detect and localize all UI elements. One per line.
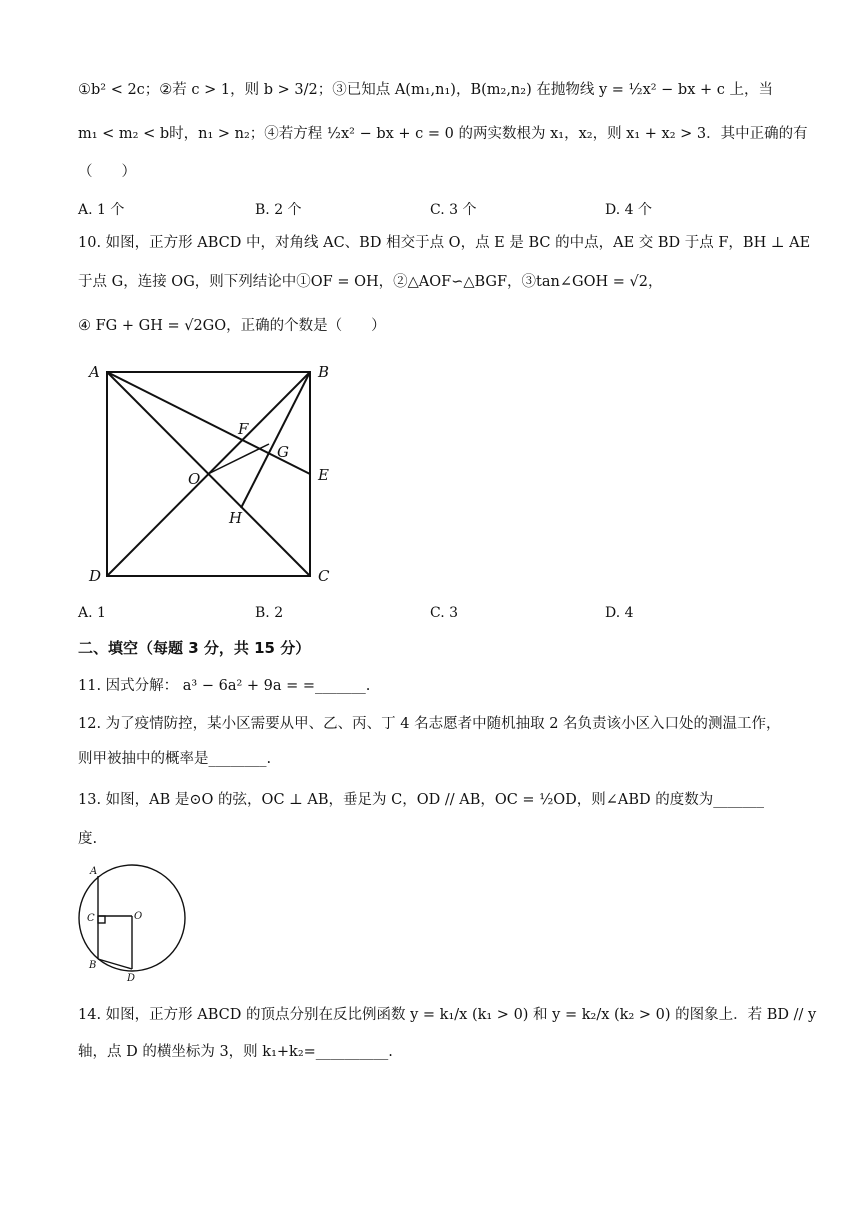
q12-line2: 则甲被抽中的概率是________. (78, 751, 272, 767)
q10-option-a: A. 1 (78, 605, 106, 621)
q9-option-a: A. 1 个 (78, 202, 125, 218)
q10-option-c: C. 3 (430, 605, 459, 621)
label-o: O (188, 470, 201, 488)
label-o: O (134, 911, 143, 922)
q13-line2: 度. (78, 831, 98, 847)
segment-bh (241, 372, 310, 508)
q9-option-b: B. 2 个 (255, 202, 302, 218)
q14-line2: 轴，点 D 的横坐标为 3，则 k₁+k₂=__________. (78, 1044, 393, 1060)
q10-option-b: B. 2 (255, 605, 284, 621)
q9-items: ①b² < 2c；②若 c > 1，则 b > 3/2；③已知点 A(m₁,n₁)，B(m₂,n₂) 在抛物线 y = ½x² − bx + c 上，当 (78, 82, 773, 98)
q9-condition: m₁ < m₂ < b时，n₁ > n₂；④若方程 ½x² − bx + c = 0 的两实数根为 x₁，x₂，则 x₁ + x₂ > 3．其中正确的有 (78, 126, 808, 142)
label-a: A (89, 363, 100, 381)
label-b: B (89, 960, 97, 971)
q9-answer-paren: （ ） (78, 164, 136, 180)
label-g: G (277, 443, 289, 461)
label-h: H (229, 509, 243, 527)
q12-line1: 12. 为了疫情防控，某小区需要从甲、乙、丙、丁 4 名志愿者中随机抽取 2 名负责该小区入口处的测温工作， (78, 716, 781, 732)
q9-option-c: C. 3 个 (430, 202, 477, 218)
label-b: B (318, 363, 330, 381)
label-f: F (238, 420, 249, 438)
q9-option-d: D. 4 个 (605, 202, 652, 218)
q10-square-figure (80, 356, 350, 591)
label-d: D (127, 973, 136, 983)
label-c: C (318, 567, 330, 585)
q13-line1: 13. 如图，AB 是⊙O 的弦，OC ⊥ AB，垂足为 C，OD // AB，OC = ½OD，则∠ABD 的度数为_______ (78, 792, 765, 808)
q10-line1: 10. 如图，正方形 ABCD 中，对角线 AC、BD 相交于点 O，点 E 是 BC 的中点，AE 交 BD 于点 F，BH ⊥ AE (78, 235, 811, 251)
q11-text: 11. 因式分解： a³ − 6a² + 9a = =_______. (78, 678, 371, 694)
label-d: D (89, 567, 102, 585)
q14-line1: 14. 如图，正方形 ABCD 的顶点分别在反比例函数 y = k₁/x (k₁ > 0) 和 y = k₂/x (k₂ > 0) 的图象上．若 BD // y (78, 1007, 817, 1023)
q13-circle-figure (76, 858, 191, 983)
section-title: 二、填空（每题 3 分，共 15 分） (78, 639, 311, 657)
q10-line3: ④ FG + GH = √2GO，正确的个数是（ ） (78, 318, 386, 334)
label-e: E (318, 466, 329, 484)
label-a: A (90, 866, 98, 877)
q10-line2: 于点 G，连接 OG，则下列结论中①OF = OH，②△AOF∽△BGF，③tan∠GOH = √2， (78, 274, 663, 290)
label-c: C (87, 913, 95, 924)
q10-option-d: D. 4 (605, 605, 634, 621)
right-angle-mark (98, 916, 105, 923)
